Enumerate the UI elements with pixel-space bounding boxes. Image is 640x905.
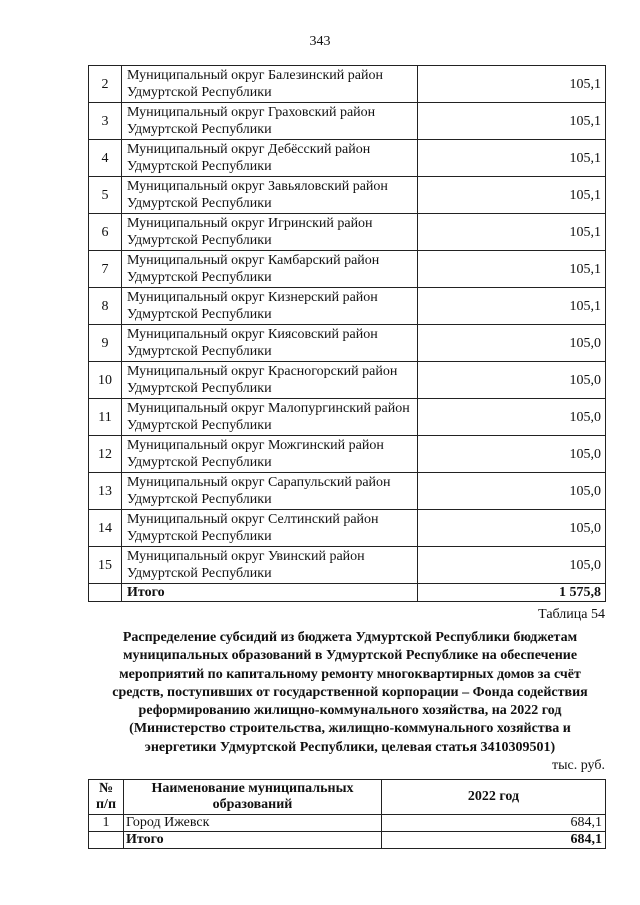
- municipality-name: [122, 214, 418, 251]
- municipality-name-line1: Муниципальный округ Балезинский район: [127, 68, 383, 83]
- row-number: 13: [89, 473, 122, 510]
- row-number: 10: [89, 362, 122, 399]
- units-label: тыс. руб.: [552, 758, 605, 773]
- municipality-name: [122, 103, 418, 140]
- row-number: 6: [89, 214, 122, 251]
- municipality-name-line2: Удмуртской Республики: [127, 455, 272, 470]
- heading-line: Распределение субсидий из бюджета Удмуртской Республики бюджетам: [122, 630, 578, 645]
- municipality-name-line2: Удмуртской Республики: [127, 270, 272, 285]
- municipality-name-line1: Муниципальный округ Дебёсский район: [127, 142, 371, 157]
- subsidy-value: 105,0: [418, 510, 606, 547]
- subsidy-value: 105,1: [418, 66, 606, 103]
- table-row: [89, 473, 606, 510]
- total-label: Итого: [122, 584, 418, 602]
- subsidy-value: 105,1: [418, 140, 606, 177]
- municipality-name: [122, 473, 418, 510]
- row-number: 15: [89, 547, 122, 584]
- table2-total-num-cell: [89, 832, 124, 849]
- table-row: [89, 436, 606, 473]
- page-number: 343: [309, 34, 331, 49]
- table-row: [89, 547, 606, 584]
- municipality-name-line2: Удмуртской Республики: [127, 233, 272, 248]
- municipality-name-line2: Удмуртской Республики: [127, 418, 272, 433]
- heading-line: мероприятий по капитальному ремонту многоквартирных домов за счёт: [119, 666, 581, 682]
- row-number: 7: [89, 251, 122, 288]
- municipality-name-line2: Удмуртской Республики: [127, 529, 272, 544]
- municipality-name-line1: Муниципальный округ Малопургинский район: [127, 401, 410, 416]
- table-row: [89, 103, 606, 140]
- municipality-name-line2: Удмуртской Республики: [127, 344, 272, 359]
- table-number-label: Таблица 54: [538, 607, 605, 622]
- header-name: [124, 780, 382, 815]
- row-number: 4: [89, 140, 122, 177]
- municipality-name-line1: Муниципальный округ Камбарский район: [127, 253, 380, 268]
- municipal-subsidy-table-continued: [88, 65, 606, 602]
- municipality-name: [122, 547, 418, 584]
- izhevsk-subsidy-table: [88, 779, 606, 849]
- municipality-name-line1: Муниципальный округ Завьяловский район: [127, 179, 388, 194]
- table-heading: [80, 629, 620, 757]
- row-number: 9: [89, 325, 122, 362]
- header-year: 2022 год: [382, 780, 606, 815]
- row-number: 8: [89, 288, 122, 325]
- table-row: [89, 325, 606, 362]
- subsidy-value: 105,1: [418, 103, 606, 140]
- municipality-name-line2: Удмуртской Республики: [127, 566, 272, 581]
- table-row: [89, 362, 606, 399]
- row-number: 14: [89, 510, 122, 547]
- table-row: [89, 288, 606, 325]
- municipality-name-line2: Удмуртской Республики: [127, 196, 272, 211]
- subsidy-value: 105,1: [418, 177, 606, 214]
- row-value: 684,1: [382, 815, 606, 832]
- municipality-name: [122, 510, 418, 547]
- row-name: Город Ижевск: [124, 815, 382, 832]
- municipality-name-line2: Удмуртской Республики: [127, 492, 272, 507]
- table-row: [89, 140, 606, 177]
- header-num: [89, 780, 124, 815]
- header-num-line2: п/п: [95, 797, 117, 812]
- row-number: 11: [89, 399, 122, 436]
- table2-total-value: 684,1: [382, 832, 606, 849]
- table2-row: [89, 815, 606, 832]
- subsidy-value: 105,0: [418, 362, 606, 399]
- header-name-line1: Наименование муниципальных: [151, 781, 354, 796]
- table2-header-row: [89, 780, 606, 815]
- table2-total-label: Итого: [124, 832, 382, 849]
- subsidy-value: 105,1: [418, 288, 606, 325]
- municipality-name: [122, 288, 418, 325]
- municipality-name-line1: Муниципальный округ Кизнерский район: [127, 290, 378, 305]
- total-value: 1 575,8: [418, 584, 606, 602]
- subsidy-value: 105,1: [418, 214, 606, 251]
- municipality-name-line2: Удмуртской Республики: [127, 307, 272, 322]
- municipality-name-line1: Муниципальный округ Можгинский район: [127, 438, 384, 453]
- table-row: [89, 510, 606, 547]
- table2-total-row: [89, 832, 606, 849]
- heading-line: средств, поступивших от государственной корпорации – Фонда содействия: [112, 684, 588, 700]
- municipality-name-line1: Муниципальный округ Селтинский район: [127, 512, 379, 527]
- subsidy-value: 105,0: [418, 436, 606, 473]
- municipality-name: [122, 362, 418, 399]
- heading-line: муниципальных образований в Удмуртской Республике на обеспечение: [122, 648, 578, 664]
- municipality-name: [122, 399, 418, 436]
- municipality-name-line2: Удмуртской Республики: [127, 85, 272, 100]
- municipality-name: [122, 140, 418, 177]
- municipality-name-line1: Муниципальный округ Сарапульский район: [127, 475, 391, 490]
- heading-line: (Министерство строительства, жилищно-коммунального хозяйства и: [129, 721, 571, 737]
- table-row: [89, 251, 606, 288]
- municipality-name: [122, 177, 418, 214]
- subsidy-value: 105,0: [418, 399, 606, 436]
- table1-body: [89, 66, 606, 584]
- municipality-name-line1: Муниципальный округ Граховский район: [127, 105, 376, 120]
- heading-line: энергетики Удмуртской Республики, целевая статья 3410309501): [144, 739, 556, 755]
- subsidy-value: 105,0: [418, 325, 606, 362]
- subsidy-value: 105,0: [418, 547, 606, 584]
- municipality-name-line1: Муниципальный округ Киясовский район: [127, 327, 378, 342]
- total-num-cell: [89, 584, 122, 602]
- municipality-name-line2: Удмуртской Республики: [127, 381, 272, 396]
- table-row: [89, 177, 606, 214]
- heading-line: реформированию жилищно-коммунального хозяйства, на 2022 год: [138, 703, 562, 719]
- municipality-name-line2: Удмуртской Республики: [127, 159, 272, 174]
- municipality-name: [122, 66, 418, 103]
- municipality-name-line1: Муниципальный округ Игринский район: [127, 216, 373, 231]
- municipality-name-line1: Муниципальный округ Увинский район: [127, 549, 365, 564]
- header-num-line1: №: [98, 781, 114, 796]
- municipality-name: [122, 436, 418, 473]
- municipality-name-line2: Удмуртской Республики: [127, 122, 272, 137]
- row-number: 2: [89, 66, 122, 103]
- row-number: 3: [89, 103, 122, 140]
- municipality-name-line1: Муниципальный округ Красногорский район: [127, 364, 398, 379]
- header-name-line2: образований: [212, 797, 293, 812]
- table-row: [89, 399, 606, 436]
- municipality-name: [122, 325, 418, 362]
- table-row: [89, 214, 606, 251]
- table-row: [89, 66, 606, 103]
- municipality-name: [122, 251, 418, 288]
- row-number: 5: [89, 177, 122, 214]
- subsidy-value: 105,0: [418, 473, 606, 510]
- subsidy-value: 105,1: [418, 251, 606, 288]
- row-num: 1: [89, 815, 124, 832]
- table1-total-row: [89, 584, 606, 602]
- row-number: 12: [89, 436, 122, 473]
